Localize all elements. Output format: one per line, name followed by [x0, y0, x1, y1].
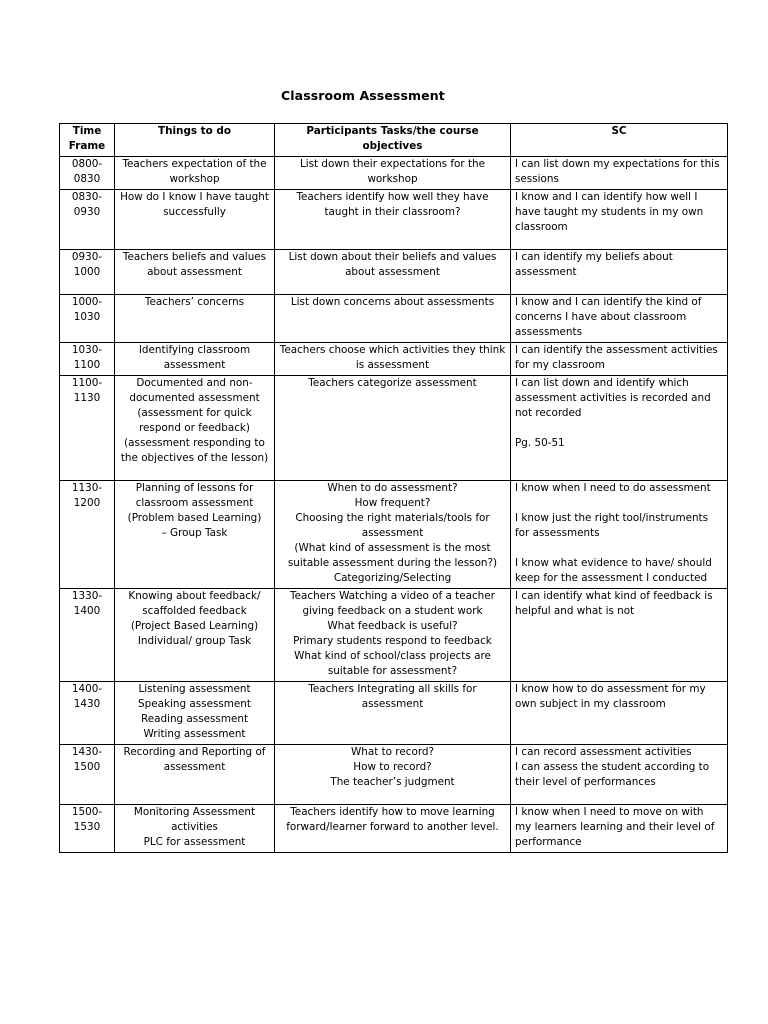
things-to-do-line: Documented and non-documented assessment — [129, 377, 260, 404]
sc-line: I know just the right tool/instruments for assessments — [515, 512, 709, 539]
things-to-do-line: Teachers’ concerns — [144, 296, 245, 308]
sc-cell — [511, 295, 728, 343]
things-to-do-cell — [115, 682, 275, 745]
table-row — [60, 745, 728, 805]
participants-tasks-line: Primary students respond to feedback — [293, 635, 492, 647]
sc-line: I can list down my expectations for this sessions — [515, 158, 720, 185]
things-to-do-line: Writing assessment — [143, 728, 246, 740]
sc-cell — [511, 682, 728, 745]
table-row — [60, 682, 728, 745]
header-things-to-do: Things to do — [115, 124, 275, 157]
header-sc: SC — [511, 124, 728, 157]
participants-tasks-line: The teacher’s judgment — [330, 776, 455, 788]
participants-tasks-cell — [275, 157, 511, 190]
header-row — [60, 124, 728, 157]
table-row — [60, 376, 728, 481]
participants-tasks-line: Teachers Watching a video of a teacher giving feedback on a student work — [290, 590, 495, 617]
participants-tasks-line: Teachers identify how to move learning forward/learner forward to another level. — [286, 806, 499, 833]
document-title: Classroom Assessment — [281, 88, 445, 103]
participants-tasks-cell — [275, 682, 511, 745]
sc-line: I can identify what kind of feedback is helpful and what is not — [515, 590, 713, 617]
sc-cell — [511, 589, 728, 682]
things-to-do-line: (Project Based Learning) — [130, 620, 259, 632]
things-to-do-cell — [115, 157, 275, 190]
sc-line: I know and I can identify the kind of concerns I have about classroom assessments — [515, 296, 702, 338]
things-to-do-cell — [115, 190, 275, 250]
time-frame-cell: 1430-1500 — [60, 745, 115, 805]
sc-line: I know when I need to do assessment — [515, 482, 711, 494]
participants-tasks-line: Categorizing/Selecting — [333, 572, 452, 584]
table-row — [60, 343, 728, 376]
sc-line: I know what evidence to have/ should keep for the assessment I conducted — [515, 557, 712, 584]
blank-line — [515, 541, 723, 556]
sc-line: I know and I can identify how well I have taught my students in my own classroom — [515, 191, 704, 233]
sc-cell — [511, 481, 728, 589]
time-frame-cell: 1400-1430 — [60, 682, 115, 745]
schedule-body — [60, 157, 728, 853]
things-to-do-cell — [115, 376, 275, 481]
things-to-do-line: Teachers expectation of the workshop — [122, 158, 267, 185]
participants-tasks-line: What feedback is useful? — [327, 620, 458, 632]
things-to-do-line: – Group Task — [161, 527, 228, 539]
table-row — [60, 481, 728, 589]
things-to-do-line: Listening assessment — [138, 683, 251, 695]
participants-tasks-line: Teachers identify how well they have taught in their classroom? — [296, 191, 489, 218]
time-frame-cell: 1100-1130 — [60, 376, 115, 481]
table-row — [60, 295, 728, 343]
things-to-do-line: Monitoring Assessment activities — [133, 806, 256, 833]
sc-line: I can record assessment activities — [515, 746, 692, 758]
things-to-do-line: Recording and Reporting of assessment — [123, 746, 266, 773]
participants-tasks-cell — [275, 295, 511, 343]
participants-tasks-line: List down concerns about assessments — [290, 296, 495, 308]
sc-line: I can identify the assessment activities for my classroom — [515, 344, 718, 371]
things-to-do-cell — [115, 250, 275, 295]
things-to-do-line: (Problem based Learning) — [127, 512, 262, 524]
things-to-do-line: PLC for assessment — [143, 836, 246, 848]
time-frame-cell: 1500-1530 — [60, 805, 115, 853]
participants-tasks-cell — [275, 805, 511, 853]
things-to-do-line: Individual/ group Task — [137, 635, 252, 647]
table-row — [60, 250, 728, 295]
things-to-do-line: Knowing about feedback/ scaffolded feedback — [128, 590, 261, 617]
participants-tasks-line: Choosing the right materials/tools for assessment — [295, 512, 490, 539]
sc-cell — [511, 250, 728, 295]
schedule-table — [59, 123, 728, 853]
blank-line — [515, 421, 723, 436]
participants-tasks-line: What to record? — [350, 746, 435, 758]
sc-cell — [511, 343, 728, 376]
time-frame-cell: 1030-1100 — [60, 343, 115, 376]
participants-tasks-cell — [275, 589, 511, 682]
participants-tasks-cell — [275, 250, 511, 295]
participants-tasks-cell — [275, 481, 511, 589]
things-to-do-line: How do I know I have taught successfully — [120, 191, 269, 218]
table-row — [60, 190, 728, 250]
sc-line: I can list down and identify which assessment activities is recorded and not recorded — [515, 377, 711, 419]
sc-cell — [511, 157, 728, 190]
sc-cell — [511, 376, 728, 481]
sc-line: I can identify my beliefs about assessment — [515, 251, 673, 278]
things-to-do-cell — [115, 805, 275, 853]
participants-tasks-cell — [275, 343, 511, 376]
header-time-frame: Time Frame — [60, 124, 115, 157]
things-to-do-cell — [115, 343, 275, 376]
things-to-do-cell — [115, 745, 275, 805]
participants-tasks-line: List down about their beliefs and values about assessment — [288, 251, 497, 278]
header-participants-tasks: Participants Tasks/the course objectives — [275, 124, 511, 157]
table-row — [60, 805, 728, 853]
table-row — [60, 157, 728, 190]
things-to-do-cell — [115, 481, 275, 589]
time-frame-cell: 0930-1000 — [60, 250, 115, 295]
blank-line — [515, 496, 723, 511]
time-frame-cell: 1000-1030 — [60, 295, 115, 343]
sc-line: I can assess the student according to their level of performances — [515, 761, 710, 788]
participants-tasks-line: What kind of school/class projects are suitable for assessment? — [294, 650, 491, 677]
time-frame-cell: 1330-1400 — [60, 589, 115, 682]
things-to-do-line: Identifying classroom assessment — [138, 344, 251, 371]
things-to-do-line: Planning of lessons for classroom assessment — [135, 482, 254, 509]
things-to-do-line: Speaking assessment — [138, 698, 251, 710]
sc-line: I know when I need to move on with my learners learning and their level of performance — [515, 806, 715, 848]
time-frame-cell: 0800-0830 — [60, 157, 115, 190]
sc-cell — [511, 805, 728, 853]
things-to-do-line: Reading assessment — [140, 713, 249, 725]
things-to-do-line: Teachers beliefs and values about assessment — [122, 251, 267, 278]
things-to-do-cell — [115, 295, 275, 343]
time-frame-cell: 0830-0930 — [60, 190, 115, 250]
participants-tasks-line: Teachers categorize assessment — [308, 377, 477, 389]
time-frame-cell: 1130-1200 — [60, 481, 115, 589]
sc-cell — [511, 745, 728, 805]
participants-tasks-cell — [275, 376, 511, 481]
table-row — [60, 589, 728, 682]
participants-tasks-line: Teachers Integrating all skills for assessment — [308, 683, 477, 710]
participants-tasks-line: (What kind of assessment is the most suitable assessment during the lesson?) — [287, 542, 498, 569]
sc-line: I know how to do assessment for my own subject in my classroom — [515, 683, 706, 710]
things-to-do-cell — [115, 589, 275, 682]
participants-tasks-cell — [275, 190, 511, 250]
participants-tasks-line: How frequent? — [354, 497, 431, 509]
sc-cell — [511, 190, 728, 250]
participants-tasks-line: Teachers choose which activities they think is assessment — [279, 344, 506, 371]
participants-tasks-line: When to do assessment? — [327, 482, 458, 494]
things-to-do-line: (assessment responding to the objectives of the lesson) — [120, 437, 269, 464]
participants-tasks-line: List down their expectations for the workshop — [299, 158, 486, 185]
participants-tasks-line: How to record? — [353, 761, 432, 773]
participants-tasks-cell — [275, 745, 511, 805]
things-to-do-line: (assessment for quick respond or feedback) — [137, 407, 252, 434]
sc-line: Pg. 50-51 — [515, 437, 565, 449]
